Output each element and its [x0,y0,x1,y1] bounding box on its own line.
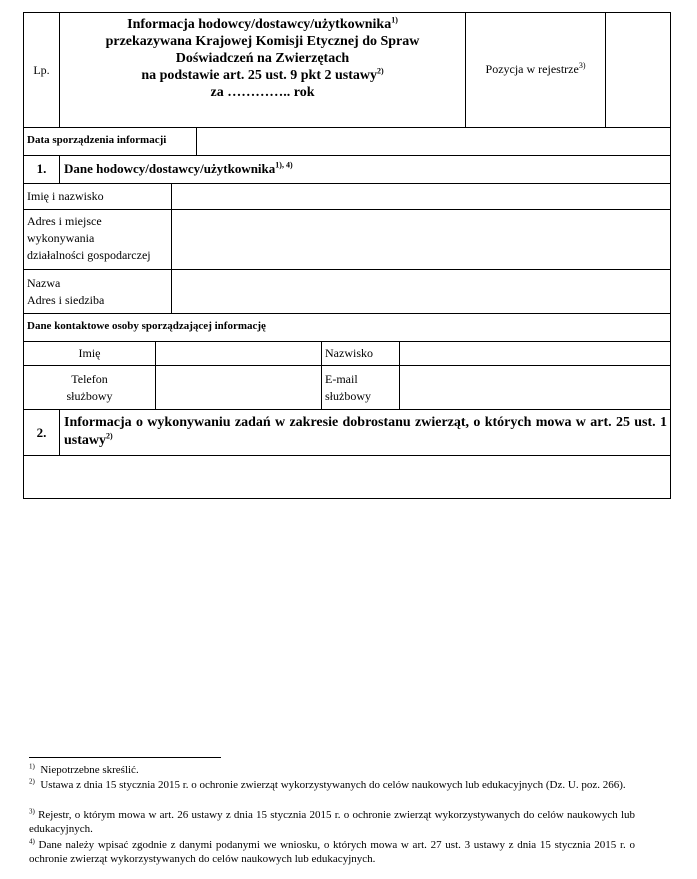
registry-label: Pozycja w rejestrze$^{3)}$ [485,61,586,76]
date-field[interactable] [197,128,670,155]
registry-footnote-ref: 3) [578,61,586,70]
title-footnote-ref-2: 2) [377,66,384,76]
footnote-2 [29,778,635,792]
footnote-2-text: Ustawa z dnia 15 stycznia 2015 r. o ochronie zwierząt wykorzystywanych do celów naukowych lub edukacyjnych (Dz. U. poz. 266). [40,779,626,791]
footnote-3-text: Rejestr, o którym mowa w art. 26 ustawy z dnia 15 stycznia 2015 r. o ochronie zwierząt wykorzystywanych do celów naukowych lub edukacyjnych. [29,809,636,835]
first-name-label: Imię [78,346,101,360]
contact-label: Dane kontaktowe osoby sporządzającej informację [27,320,266,332]
footnote-separator [29,757,221,758]
registry-number-field[interactable] [605,12,671,128]
title-line-3: Doświadczeń na Zwierzętach [175,51,350,66]
footnote-1 [29,763,635,777]
phone-label: Telefon służbowy [66,372,113,403]
title-line-2: przekazywana Krajowej Komisji Etycznej do Spraw [105,34,420,49]
section-1-number: 1. [36,161,47,176]
footnote-3-mark: 3) [29,807,35,816]
name-field[interactable] [171,183,671,210]
section-2-title: Informacja o wykonywaniu zadań w zakresie dobrostanu zwierząt, o których mowa w art. 25 ust. 1 ustawy$^{2)}$ [64,415,667,448]
lp-label: Lp. [33,63,50,77]
title-line-4: na podstawie art. 25 ust. 9 pkt 2 ustawy [141,68,378,83]
email-field[interactable] [399,365,671,410]
company-field[interactable] [171,269,671,314]
footnote-3 [29,808,635,836]
footnote-2-mark: 2) [29,777,35,786]
row-address-label: Adres i miejsce wykonywania działalności gospodarczej [27,214,151,262]
section-2-field[interactable] [23,455,671,499]
footnote-4 [29,838,635,866]
date-label: Data sporządzenia informacji [27,134,167,146]
form-title [59,16,466,101]
address-field[interactable] [171,209,671,270]
email-label: E-mail służbowy [325,372,371,403]
footnote-4-text: Dane należy wpisać zgodnie z danymi podanymi we wniosku, o których mowa w art. 27 ust. 3 ustawy z dnia 15 stycznia 2015 r. o ochronie zwierząt wykorzystywanych do celów naukowych lub edukacyjnych. [29,839,636,865]
section-2-number: 2. [36,425,47,440]
last-name-field[interactable] [399,341,671,366]
section-1-footnote-ref: 1), 4) [275,160,293,170]
section-2-footnote-ref: 2) [106,431,113,441]
footnote-1-text: Niepotrzebne skreślić. [40,764,139,776]
section-1-title: Dane hodowcy/dostawcy/użytkownika$^{1), 4)}$ [64,160,293,176]
row-name-label: Imię i nazwisko [27,189,104,203]
last-name-label: Nazwisko [325,346,373,360]
title-footnote-ref-1: 1) [391,15,398,25]
footnote-1-mark: 1) [29,762,35,771]
footnote-4-mark: 4) [29,837,35,846]
phone-field[interactable] [155,365,322,410]
title-line-5: za ………….. rok [210,85,315,100]
title-line-1: Informacja hodowcy/dostawcy/użytkownika [127,17,392,32]
first-name-field[interactable] [155,341,322,366]
row-company-label: Nazwa Adres i siedziba [27,276,105,307]
